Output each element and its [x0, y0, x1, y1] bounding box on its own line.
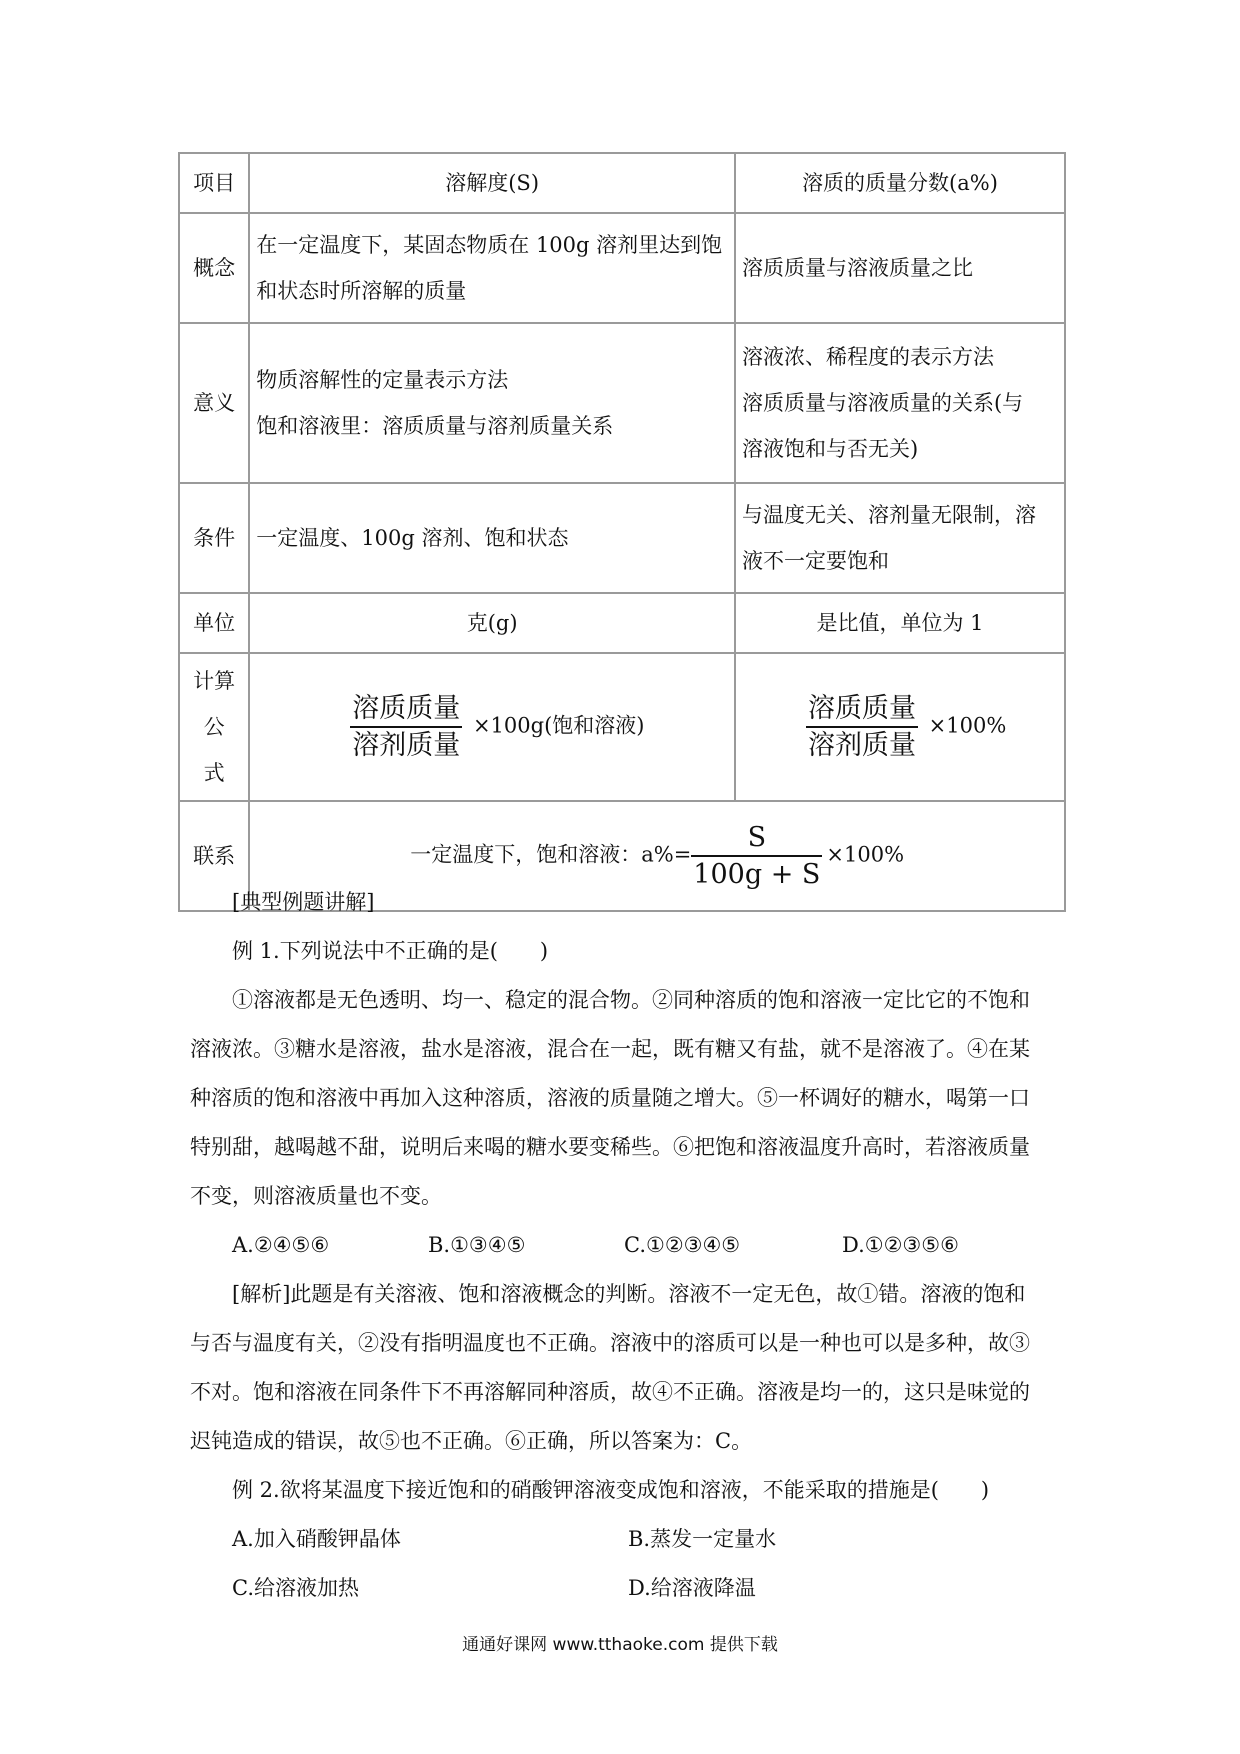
body-line-text: ①溶液都是无色透明、均一、稳定的混合物。②同种溶质的饱和溶液一定比它的不饱和: [232, 988, 1030, 1012]
body-line: [190, 976, 1056, 1025]
cell-line: 和状态时所溶解的质量: [256, 279, 467, 303]
section-title: [典型例题讲解]: [232, 890, 375, 914]
table-cell: [249, 213, 735, 323]
cell-line: 在一定温度下，某固态物质在 100g 溶剂里达到饱: [256, 233, 723, 257]
header-mass-fraction: 溶质的质量分数(a%): [735, 153, 1065, 213]
row-label: [179, 653, 249, 801]
header-solubility: 溶解度(S): [249, 153, 735, 213]
row-label: 单位: [179, 593, 249, 653]
table-cell: [735, 323, 1065, 483]
fraction-numerator: 溶质质量: [806, 693, 918, 728]
body-line: 溶液浓。③糖水是溶液，盐水是溶液，混合在一起，既有糖又有盐，就不是溶液了。④在某: [190, 1037, 1030, 1061]
cell-line: 液不一定要饱和: [741, 549, 889, 573]
row-label-line: 式: [203, 761, 225, 785]
body-line: 种溶质的饱和溶液中再加入这种溶质，溶液的质量随之增大。⑤一杯调好的糖水，喝第一口: [190, 1086, 1030, 1110]
relation-prefix: 一定温度下，饱和溶液：a%=: [410, 842, 692, 867]
example-1-analysis: [190, 1270, 1056, 1466]
example-1-body: [190, 976, 1056, 1221]
table-row: [179, 653, 1065, 801]
option-c: C.给溶液加热: [232, 1576, 359, 1600]
table-cell: 一定温度、100g 溶剂、饱和状态: [249, 483, 735, 593]
cell-line: 与温度无关、溶剂量无限制，溶: [741, 503, 1036, 527]
row-label: 意义: [179, 323, 249, 483]
table-cell: [735, 483, 1065, 593]
fraction-denominator: 溶剂质量: [352, 730, 461, 761]
example-2-question: 例 2.欲将某温度下接近饱和的硝酸钾溶液变成饱和溶液，不能采取的措施是( ): [232, 1478, 990, 1502]
option-c: C.①②③④⑤: [624, 1233, 741, 1257]
table-row: [179, 483, 1065, 593]
body-line: 特别甜，越喝越不甜，说明后来喝的糖水要变稀些。⑥把饱和溶液温度升高时，若溶液质量: [190, 1135, 1030, 1159]
analysis-line: 与否与温度有关，②没有指明温度也不正确。溶液中的溶质可以是一种也可以是多种，故③: [190, 1331, 1030, 1355]
row-label: 联系: [179, 801, 249, 911]
option-a: A.②④⑤⑥: [232, 1233, 330, 1257]
formula-suffix: ×100g(饱和溶液): [472, 713, 645, 738]
example-2-options-row-2: [232, 1564, 1032, 1613]
fraction-solubility: [350, 693, 462, 761]
table-row: [179, 593, 1065, 653]
cell-line: 物质溶解性的定量表示方法: [256, 368, 509, 392]
option-b: B.蒸发一定量水: [628, 1527, 777, 1551]
table-row: [179, 213, 1065, 323]
example-1-options: [232, 1221, 1032, 1270]
footer-text: 通通好课网 www.tthaoke.com 提供下载: [462, 1635, 778, 1655]
row-label-line: 计算公: [193, 669, 236, 739]
body-line: 不变，则溶液质量也不变。: [190, 1184, 442, 1208]
table-cell: 是比值，单位为 1: [735, 593, 1065, 653]
analysis-line: 迟钝造成的错误，故⑤也不正确。⑥正确，所以答案为：C。: [190, 1429, 753, 1453]
option-d: D.给溶液降温: [628, 1576, 756, 1600]
table-row: [179, 323, 1065, 483]
analysis-line-text: [解析]此题是有关溶液、饱和溶液概念的判断。溶液不一定无色，故①错。溶液的饱和: [232, 1282, 1026, 1306]
example-1-question: 例 1.下列说法中不正确的是( ): [232, 939, 549, 963]
relation-suffix: ×100%: [826, 842, 905, 867]
row-label: 概念: [179, 213, 249, 323]
formula-suffix: ×100%: [928, 713, 1007, 738]
table-cell: 克(g): [249, 593, 735, 653]
option-a: A.加入硝酸钾晶体: [232, 1527, 401, 1551]
table-cell: [249, 323, 735, 483]
analysis-line: [190, 1270, 1056, 1319]
cell-line: 溶质质量与溶液质量的关系(与: [741, 391, 1024, 415]
table-cell: [249, 653, 735, 801]
cell-line: 溶液饱和与否无关): [741, 437, 919, 461]
fraction-mass-fraction: [806, 693, 918, 761]
table-row: [179, 153, 1065, 213]
fraction-numerator: S: [691, 822, 822, 857]
cell-line: 饱和溶液里：溶质质量与溶剂质量关系: [256, 414, 614, 438]
fraction-denominator: 溶剂质量: [807, 730, 916, 761]
row-label: 条件: [179, 483, 249, 593]
option-b: B.①③④⑤: [428, 1233, 526, 1257]
comparison-table: [178, 152, 1066, 912]
cell-line: 溶液浓、稀程度的表示方法: [741, 345, 994, 369]
option-d: D.①②③⑤⑥: [842, 1233, 959, 1257]
example-2-options-row-1: [232, 1515, 1032, 1564]
table-cell: 溶质质量与溶液质量之比: [735, 213, 1065, 323]
fraction-numerator: 溶质质量: [350, 693, 462, 728]
table-cell: [735, 653, 1065, 801]
analysis-line: 不对。饱和溶液在同条件下不再溶解同种溶质，故④不正确。溶液是均一的，这只是味觉的: [190, 1380, 1030, 1404]
header-item: 项目: [179, 153, 249, 213]
fraction-denominator: 100g + S: [693, 859, 821, 890]
